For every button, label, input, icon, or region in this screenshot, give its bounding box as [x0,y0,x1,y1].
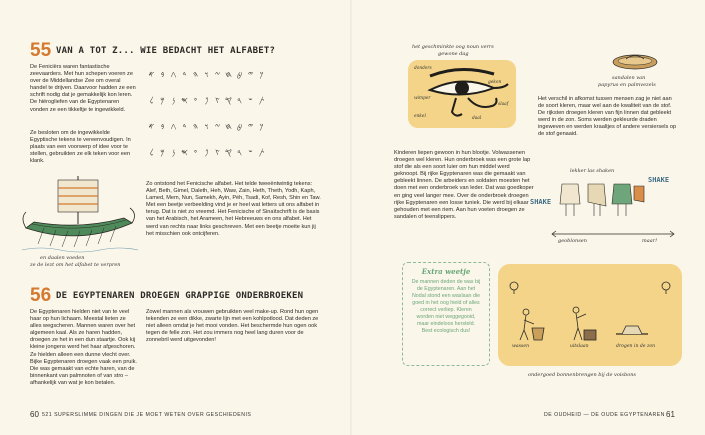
alphabet-glyph: 𐤆 [214,70,221,79]
loincloth-illustration [558,180,648,220]
alphabet-glyph: 𐤋 [149,148,154,157]
eye-caption-2: gewone dag [438,51,469,57]
alphabet-glyph: 𐤏 [194,96,197,105]
alphabet-glyph: 𐤄 [192,122,199,131]
alphabet-glyph: 𐤌 [160,96,165,105]
alphabet-row-4 [146,142,267,160]
eye-label-3: wimper [414,96,431,101]
section-56-title: DE EGYPTENAREN DROEGEN GRAPPIGE ONDERBROEKEN [56,291,304,301]
alphabet-glyph: 𐤋 [149,96,154,105]
shake-caption: lekker las shaken [570,168,615,174]
laundry-label-1: wassen [512,344,530,349]
section-56-col1: De Egyptenaren hielden niet van te veel haar op hun lichaam. Meestal lieten ze alles wegscheren. Mannen waren over het algemeen kaal. Als ze haren hadden, droegen ze het in een dun staartje. Ook kij kleine jongens werd het haar afgeschoren. Ze hielden alleen een dunne vlecht over. Bijke Egyptenaren droegen vaak een pruik. Die was gemaakt van echte haren, van de binnenkant van palmnoten of van stro – afhankelijk van wat je kon betalen. [30,309,137,386]
alphabet-glyph: 𐤈 [236,70,243,79]
section-56-number: 56 [30,285,52,306]
alphabet-row-3 [146,116,267,134]
alphabet-glyph: 𐤂 [170,70,177,79]
alphabet-row-2 [146,90,267,108]
alphabet-glyph: 𐤆 [214,122,221,131]
section-55-number: 55 [30,40,52,61]
laundry-illustration [498,264,682,366]
alphabet-glyph: 𐤐 [204,148,209,157]
sandal-caption-1: sandalen van [612,75,646,81]
shake-bottom-right: maar! [642,238,658,244]
laundry-caption: ondergoed bonnenbrengen bij de voisbons [528,372,636,378]
shake-bottom-left: geoblonsen [558,238,587,244]
section-55-para2: Ze besloten om de ingewikkelde Egyptische tekens te vereenvoudigen. In plaats van een voorwerp of idee voor te stellen, gebruikten ze elk teken voor een klank. [30,130,131,165]
alphabet-glyph: 𐤁 [160,122,165,131]
laundry-label-2: uitslaan [570,344,589,349]
eye-label-4: enkel [414,114,426,119]
alphabet-glyph: 𐤇 [225,122,232,131]
shake-label-left: SHAKE [530,198,552,206]
alphabet-glyph: 𐤉 [247,70,254,79]
alphabet-glyph: 𐤏 [194,148,197,157]
eye-label-6: daal [472,116,482,121]
running-title-left: 521 SUPERSLIMME DINGEN DIE JE MOET WETEN OVER GESCHIEDENIS [42,412,252,418]
alphabet-glyph: 𐤐 [204,96,209,105]
eye-label-5: slaaf [498,102,509,107]
alphabet-glyph: 𐤍 [171,148,176,157]
alphabet-glyph: 𐤀 [148,122,155,131]
section-55-para1: De Feniciërs waren fantastische zeevaarders. Met hun schepen voeren ze over de Middellandse Zee om overal handel te drijven. Daarvoor hadden ze een schrift nodig dat je gemakkelijk kon leren. De hiërogliefen van de Egyptenaren vonden ze een tikkeltje te ingewikkeld. [30,64,136,113]
alphabet-glyph: 𐤍 [171,96,176,105]
alphabet-glyph: 𐤌 [160,148,165,157]
alphabet-glyph: 𐤓 [237,96,242,105]
alphabet-glyph: 𐤒 [225,96,232,105]
left-page [0,0,352,435]
middle-paragraph: Kinderen liepen gewoon in hun blootje. Volwassenen droegen wel kleren. Hun onderbroek was een grote lap stof die als een soort luier om hun middel werd geknoopt. Bij rijke Egyptenaren was die gemaakt van gebleekt linnen. De arbeiders en soldaten moesten het doen met een onderbroek van leder. Dat was goedkoper en ging veel langer mee. Over de onderbroek droegen rijke Egyptenaren een losse tuniek. Die werd bij elkaar gehouden met een riem. Aan hun voeten droegen ze sandalen of teenslippers. [394,150,534,220]
sandal-caption-2: papyrus en palmvezels [598,82,656,88]
running-title-right: DE OUDHEID — DE OUDE EGYPTENAREN [544,412,665,418]
alphabet-glyph: 𐤅 [204,70,209,79]
alphabet-glyph: 𐤑 [215,96,220,105]
extra-weetje-text: De mannen deden de was bij de Egyptenaren. Aan het Nodal stond een waslaan die goed in het oog hield of alles correct verliep. Kleren worden niet weggegooid, maar eindeloos hersteld. Best ecologisch dus! [411,279,481,334]
alphabet-glyph: 𐤒 [225,148,232,157]
ship-caption-2: ze de lezt om het alfabet te verpren [30,262,121,268]
ship-caption-1: en daalen voeden [40,255,85,261]
eye-label-1: donders [414,66,432,71]
alphabet-glyph: 𐤊 [259,122,264,131]
section-56-col2: Zowel mannen als vrouwen gebruikten veel make-up. Rond hun ogen tekenden ze een dikke, zwarte lijn met een kohlpotlood. Dat deden ze niet alleen omdat je het mooi vonden. Het beschermde hun ogen ook tegen de felle zon. Het zou immers nog heel lang duren voor de zonnebril werd uitgevonden! [146,309,319,344]
sandal-icon [610,50,660,74]
eye-of-horus-panel [408,60,516,128]
alphabet-glyph: 𐤃 [182,70,187,79]
section-55-title: VAN A TOT Z... WIE BEDACHT HET ALFABET? [56,46,276,56]
alphabet-glyph: 𐤕 [258,148,265,157]
alphabet-glyph: 𐤉 [247,122,254,131]
alphabet-glyph: 𐤀 [148,70,155,79]
alphabet-glyph: 𐤔 [248,148,253,157]
laundry-panel [498,264,682,366]
alphabet-glyph: 𐤅 [204,122,209,131]
alphabet-glyph: 𐤊 [259,70,264,79]
alphabet-glyph: 𐤈 [236,122,243,131]
phoenician-ship-illustration [20,168,140,258]
shake-label-right: SHAKE [648,176,670,184]
section-55-para3: Zo ontstond het Fenicische alfabet. Het telde tweeëntwintig tekens: Alef, Beth, Gimel, Daleth, Heh, Waw, Zain, Heth, Theth, Yodh, Kaph, Lamed, Mem, Nun, Samekh, Ayin, Péh, Tsadi, Kof, Resh, Shin en Taw. Met een beetje verbeelding vind je er heel wat letters uit ons alfabet in terug. Dat is niet zo vreemd. Het Fenicische of Sinaïtschrift is de basis van het Arabisch, het Arameen, het Hebreeuws en ons alfabet. Het werd van rechts naar links geschreven. Met een beetje moeite kun jij het misschien ook ontcijferen. [146,181,321,237]
right-page [352,0,705,435]
phoenician-alphabet-table [146,62,324,168]
extra-weetje-box [402,262,490,366]
alphabet-glyph: 𐤂 [170,122,177,131]
alphabet-glyph: 𐤇 [225,70,232,79]
alphabet-glyph: 𐤎 [181,148,188,157]
alphabet-row-1 [146,64,267,82]
alphabet-glyph: 𐤓 [237,148,242,157]
alphabet-glyph: 𐤄 [192,70,199,79]
page-number-left: 60 [30,410,39,419]
eye-caption: het geschminkte oog noun verrs [412,44,494,50]
alphabet-glyph: 𐤎 [181,96,188,105]
extra-weetje-title: Extra weetje [421,267,471,276]
alphabet-glyph: 𐤔 [248,96,253,105]
alphabet-glyph: 𐤕 [258,96,265,105]
laundry-label-3: drogen in de zon [616,344,656,349]
alphabet-glyph: 𐤃 [182,122,187,131]
page-number-right: 61 [666,410,675,419]
right-paragraph: Het verschil in afkomst tussen mensen zag je niet aan de soort kleren, maar wel aan de kwaliteit van de stof. De rijksten droegen kleren van fijn linnen dat gebleekt werd in de zon. Soms werden gekleurde draden ingeweven en werden kraaltjes of andere versiersels op de stof genaaid. [538,96,677,138]
alphabet-glyph: 𐤁 [160,70,165,79]
alphabet-glyph: 𐤑 [215,148,220,157]
eye-label-2: gekon [488,80,502,85]
